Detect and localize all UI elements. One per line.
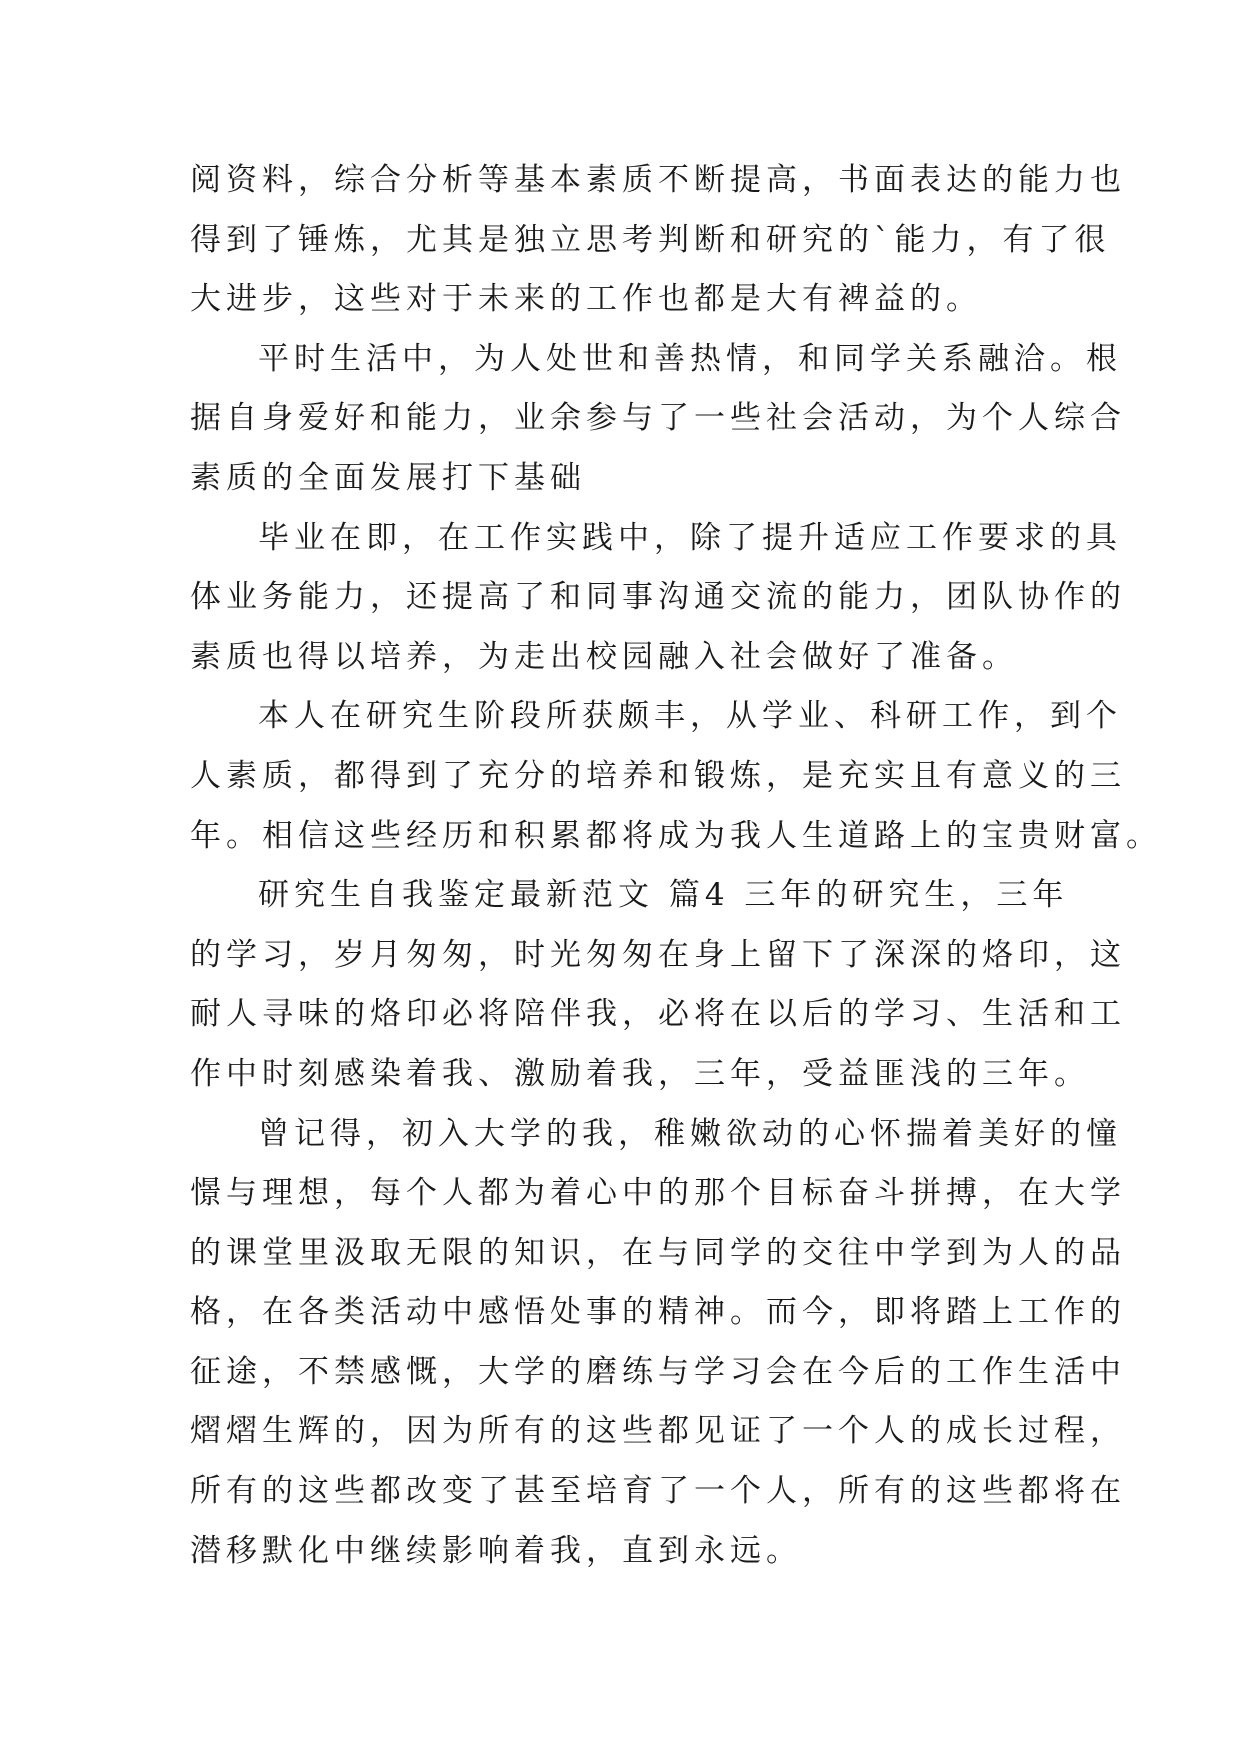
text-line: 的学习，岁月匆匆，时光匆匆在身上留下了深深的烙印，这 [190,936,1126,973]
text-line: 年。相信这些经历和积累都将成为我人生道路上的宝贵财富。 [190,817,1162,854]
paragraph-first-line: 本人在研究生阶段所获颇丰，从学业、科研工作，到个 [258,698,1122,735]
document-body [190,151,1162,1581]
text-line: 征途，不禁感慨，大学的磨练与学习会在今后的工作生活中 [190,1353,1126,1390]
text-line: 憬与理想，每个人都为着心中的那个目标奋斗拼搏，在大学 [190,1175,1126,1212]
paragraph-first-line: 毕业在即，在工作实践中，除了提升适应工作要求的具 [258,519,1122,556]
text-line: 的课堂里汲取无限的知识，在与同学的交往中学到为人的品 [190,1234,1126,1271]
text-line: 体业务能力，还提高了和同事沟通交流的能力，团队协作的 [190,579,1126,616]
text-line: 格，在各类活动中感悟处事的精神。而今，即将踏上工作的 [190,1294,1126,1331]
text-line: 耐人寻味的烙印必将陪伴我，必将在以后的学习、生活和工 [190,996,1126,1033]
paragraph-first-line: 平时生活中，为人处世和善热情，和同学关系融洽。根 [258,340,1122,377]
paragraph-first-line: 研究生自我鉴定最新范文 篇4 三年的研究生，三年 [258,877,1069,914]
text-line: 得到了锤炼，尤其是独立思考判断和研究的`能力，有了很 [190,221,1111,258]
text-line: 素质的全面发展打下基础 [190,459,586,496]
text-line: 潜移默化中继续影响着我，直到永远。 [190,1532,802,1569]
paragraph-first-line: 曾记得，初入大学的我，稚嫩欲动的心怀揣着美好的憧 [258,1115,1122,1152]
text-line: 所有的这些都改变了甚至培育了一个人，所有的这些都将在 [190,1473,1126,1510]
text-line: 据自身爱好和能力，业余参与了一些社会活动，为个人综合 [190,400,1126,437]
text-line: 素质也得以培养，为走出校园融入社会做好了准备。 [190,638,1018,675]
text-line: 作中时刻感染着我、激励着我，三年，受益匪浅的三年。 [190,1055,1090,1092]
text-line: 人素质，都得到了充分的培养和锻炼，是充实且有意义的三 [190,757,1126,794]
text-line: 熠熠生辉的，因为所有的这些都见证了一个人的成长过程， [190,1413,1126,1450]
text-line: 大进步，这些对于未来的工作也都是大有裨益的。 [190,281,982,318]
text-line: 阅资料，综合分析等基本素质不断提高，书面表达的能力也 [190,162,1126,198]
